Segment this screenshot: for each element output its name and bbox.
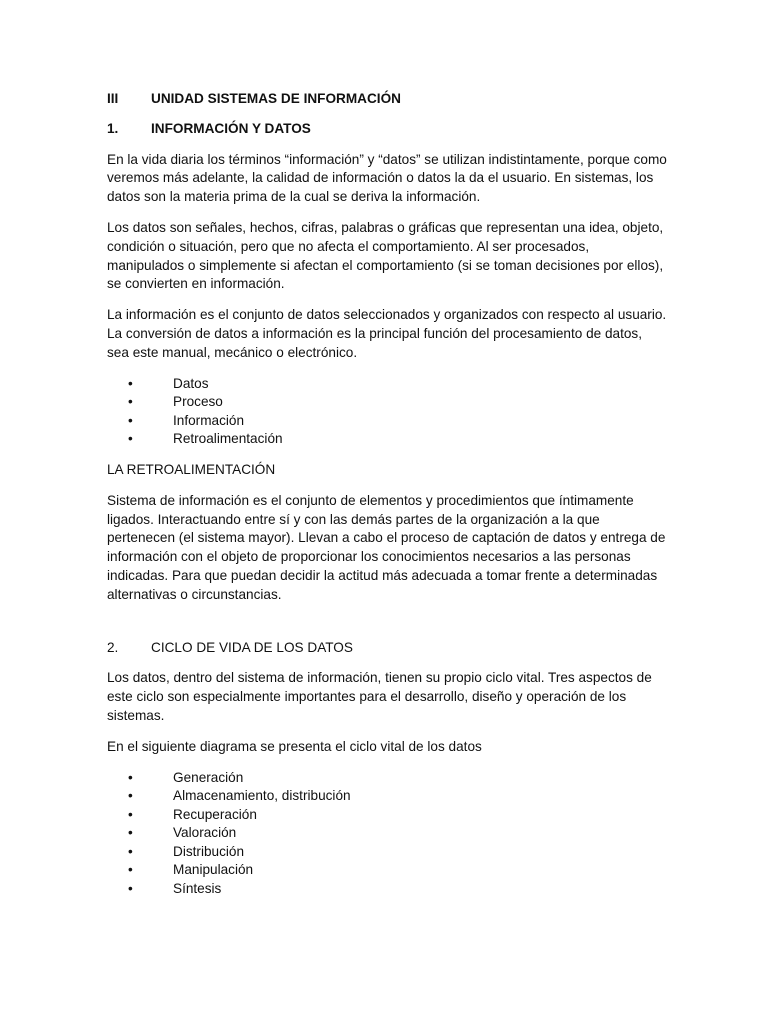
list-item <box>107 412 667 431</box>
info-components-list <box>107 375 667 449</box>
list-item-text: Distribución <box>173 843 245 859</box>
bullet-icon: • <box>128 788 133 804</box>
list-item-text: Proceso <box>173 394 223 410</box>
list-item-text: Valoración <box>173 825 237 841</box>
bullet-icon: • <box>128 806 133 822</box>
section1-heading <box>107 120 667 139</box>
bullet-icon: • <box>128 431 133 447</box>
list-item-text: Generación <box>173 769 244 785</box>
list-item-text: Manipulación <box>173 862 254 878</box>
section2-paragraph: Los datos, dentro del sistema de información, tienen su propio ciclo vital. Tres aspectos de este ciclo son especialmente importantes para el desarrollo, diseño y operación de los sistemas. <box>107 670 652 723</box>
list-item <box>107 769 667 788</box>
bullet-icon: • <box>128 394 133 410</box>
list-item <box>107 393 667 412</box>
list-item <box>107 880 667 899</box>
list-item-text: Almacenamiento, distribución <box>173 788 351 804</box>
section2-title: CICLO DE VIDA DE LOS DATOS <box>151 639 353 655</box>
unit-heading <box>107 90 667 109</box>
list-item <box>107 806 667 825</box>
bullet-icon: • <box>128 375 133 391</box>
bullet-icon: • <box>128 862 133 878</box>
unit-number: III <box>107 91 119 106</box>
list-item-text: Retroalimentación <box>173 431 283 447</box>
section1-number: 1. <box>107 120 119 136</box>
section1-paragraph: La información es el conjunto de datos seleccionados y organizados con respecto al usuario. La conversión de datos a información es la principal función del procesamiento de datos, sea este manual, mecánico o electrónico. <box>107 307 667 360</box>
retro-title: LA RETROALIMENTACIÓN <box>107 461 276 477</box>
section2-paragraph: En el siguiente diagrama se presenta el ciclo vital de los datos <box>107 738 482 754</box>
unit-title: UNIDAD SISTEMAS DE INFORMACIÓN <box>151 91 401 106</box>
list-item <box>107 787 667 806</box>
section1-title: INFORMACIÓN Y DATOS <box>151 120 311 136</box>
bullet-icon: • <box>128 769 133 785</box>
document-page <box>107 90 667 911</box>
section2-number: 2. <box>107 639 119 655</box>
bullet-icon: • <box>128 843 133 859</box>
list-item <box>107 824 667 843</box>
section2-heading <box>107 639 667 658</box>
section1-paragraph: Los datos son señales, hechos, cifras, palabras o gráficas que representan una idea, objeto, condición o situación, pero que no afecta el comportamiento. Al ser procesados, manipulados o simplemente si afectan el comportamiento (si se toman decisiones por ellos), se convierten en información. <box>107 219 664 292</box>
retro-paragraph: Sistema de información es el conjunto de elementos y procedimientos que íntimamente ligados. Interactuando entre sí y con las demás partes de la organización a la que pertenecen (el sistema mayor). Llevan a cabo el proceso de captación de datos y entrega de información con el objeto de proporcionar los conocimientos necesarios a las personas indicadas. Para que puedan decidir la actitud más adecuada a tomar frente a determinadas alternativas o circunstancias. <box>107 492 666 602</box>
bullet-icon: • <box>128 881 133 897</box>
list-item <box>107 375 667 394</box>
bullet-icon: • <box>128 412 133 428</box>
list-item-text: Datos <box>173 375 209 391</box>
section-spacer <box>107 617 667 639</box>
list-item <box>107 861 667 880</box>
data-lifecycle-list <box>107 769 667 899</box>
list-item-text: Información <box>173 412 245 428</box>
list-item <box>107 430 667 449</box>
list-item-text: Recuperación <box>173 806 257 822</box>
section1-paragraph: En la vida diaria los términos “información” y “datos” se utilizan indistintamente, porque como veremos más adelante, la calidad de información o datos la da el usuario. En sistemas, los datos son la materia prima de la cual se deriva la información. <box>107 151 667 205</box>
bullet-icon: • <box>128 825 133 841</box>
list-item-text: Síntesis <box>173 881 222 897</box>
list-item <box>107 843 667 862</box>
